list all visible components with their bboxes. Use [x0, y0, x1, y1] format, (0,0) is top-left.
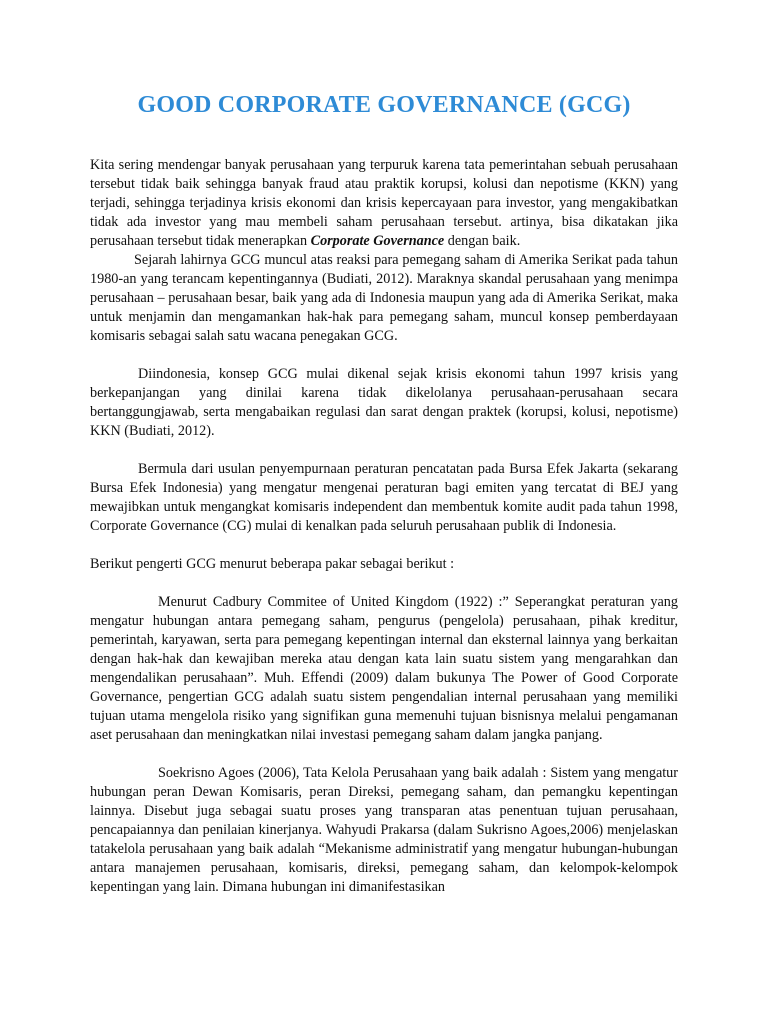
document-title: GOOD CORPORATE GOVERNANCE (GCG) [137, 92, 631, 118]
paragraph-indonesia: Diindonesia, konsep GCG mulai dikenal sejak krisis ekonomi tahun 1997 krisis yang berkepanjangan yang dinilai karena tidak dikelolanya perusahaan-perusahaan secara bertanggungjawab, serta mengabaikan regulasi dan sarat dengan praktek (korupsi, kolusi, nepotisme) KKN (Budiati, 2012). [90, 366, 678, 439]
emphasis-corporate-governance: Corporate Governance [310, 233, 445, 249]
document-body [90, 156, 678, 897]
paragraph-intro-text: Kita sering mendengar banyak perusahaan yang terpuruk karena tata pemerintahan sebuah perusahaan tersebut tidak baik sehingga banyak fraud atau praktik korupsi, kolusi dan nepotisme (KKN) yang terjadi, sehingga terjadinya krisis ekonomi dan krisis kepercayaan para investor, yang mengakibatkan tidak ada investor yang mau membeli saham perusahaan tersebut. artinya, bisa dikatakan jika perusahaan tersebut tidak menerapkan [90, 157, 678, 249]
paragraph-bej: Bermula dari usulan penyempurnaan peraturan pencatatan pada Bursa Efek Jakarta (sekarang Bursa Efek Indonesia) yang mengatur mengenai peraturan bagi emiten yang tercatat di BEJ yang mewajibkan untuk mengangkat komisaris independent dan membentuk komite audit pada tahun 1998, Corporate Governance (CG) mulai di kenalkan pada seluruh perusahaan publik di Indonesia. [90, 461, 678, 534]
paragraph-soekrisno: Soekrisno Agoes (2006), Tata Kelola Perusahaan yang baik adalah : Sistem yang mengatur hubungan peran Dewan Komisaris, peran Direksi, pemegang saham, dan pemangku kepentingan lainnya. Disebut juga sebagai suatu proses yang transparan atas penentuan tujuan perusahaan, pencapaiannya dan penilaian kinerjanya. Wahyudi Prakarsa (dalam Sukrisno Agoes,2006) menjelaskan tatakelola perusahaan yang baik adalah “Mekanisme administratif yang mengatur hubungan-hubungan antara manajemen perusahaan, komisaris, direksi, pemegang saham, dan kelompok-kelompok kepentingan yang lain. Dimana hubungan ini dimanifestasikan [90, 765, 678, 895]
paragraph-intro-end: dengan baik. [444, 233, 521, 249]
paragraph-cadbury: Menurut Cadbury Commitee of United Kingdom (1922) :” Seperangkat peraturan yang mengatur hubungan antara pemegang saham, pengurus (pengelola) perusahaan, pihak kreditur, pemerintah, karyawan, serta para pemegang kepentingan internal dan eksternal lainnya yang berkaitan dengan hak-hak dan kewajiban mereka atau dengan kata lain suatu sistem yang mengarahkan dan mengendalikan perusahaan”. Muh. Effendi (2009) dalam bukunya The Power of Good Corporate Governance, pengertian GCG adalah suatu sistem pengendalian internal perusahaan yang memiliki tujuan utama mengelola risiko yang signifikan guna memenuhi tujuan bisnisnya melalui pengamanan aset perusahaan dan meningkatkan nilai investasi pemegang saham dalam jangka panjang. [90, 594, 678, 743]
paragraph-history: Sejarah lahirnya GCG muncul atas reaksi para pemegang saham di Amerika Serikat pada tahun 1980-an yang terancam kepentingannya (Budiati, 2012). Maraknya skandal perusahaan yang menimpa perusahaan – perusahaan besar, baik yang ada di Indonesia maupun yang ada di Amerika Serikat, maka untuk menjamin dan mengamankan hak-hak para pemegang saham, muncul konsep pemberdayaan komisaris sebagai salah satu wacana penegakan GCG. [90, 252, 678, 344]
paragraph-definitions-intro: Berikut pengerti GCG menurut beberapa pakar sebagai berikut : [90, 556, 455, 572]
paragraph-intro [90, 156, 678, 251]
